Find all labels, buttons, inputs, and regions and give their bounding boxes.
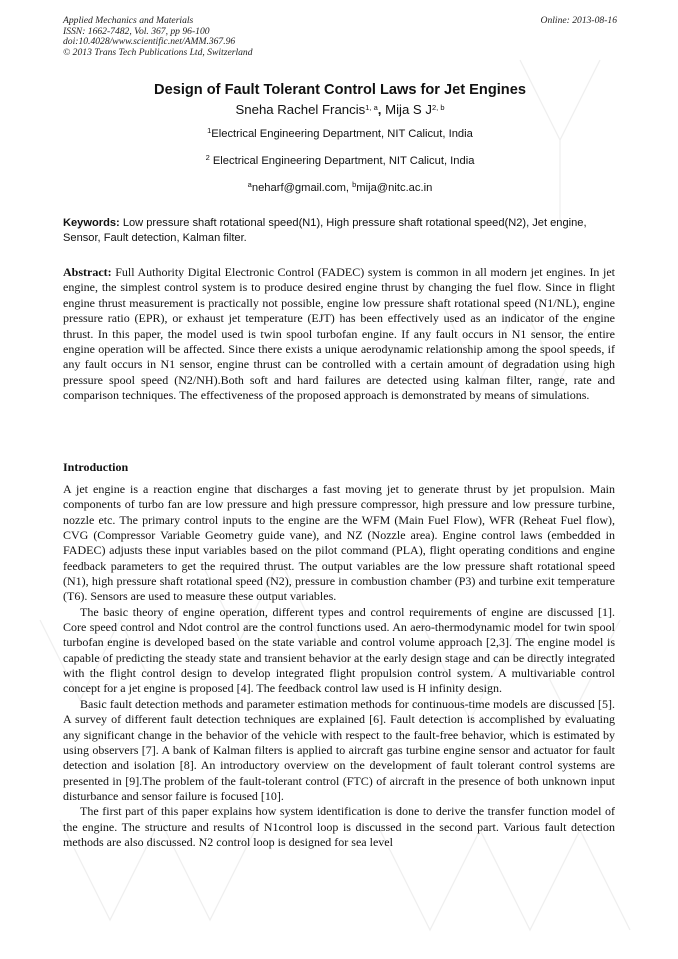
affiliation-1-superscript: 1 xyxy=(207,125,212,135)
intro-paragraph-2: The basic theory of engine operation, different types and control requirements of engine are discussed [1]. Core speed control and Ndot control are the control functions used. An aero-thermodynamic model for twin spool turbofan engine is developed based on the state variable and control volume approach [2,3]. The engine model is capable of predicting the steady state and transient behavior at the early design stage and can be directly integrated with the flight control design to develop integrated flight propulsion control system. A multivariable control concept for a jet engine is proposed [4]. The feedback control law used is H infinity design. xyxy=(63,604,615,696)
abstract-text: Full Authority Digital Electronic Control (FADEC) system is common in all modern jet engines. In jet engine, the simplest control system is to produce desired engine thrust by changing the fuel flow. Since in flight engine thrust measurement is practically not possible, engine low pressure shaft rotational speed (N1/NL), engine pressure ratio (EPR), or exhaust jet temperature (EJT) has been effectively used as an indicator of the engine thrust. In this paper, the model used is twin spool turbofan engine. If any fault occurs in N1 sensor, the entire engine operation will be affected. Since there exists a unique aerodynamic relationship among the spool speeds, if any fault occurs in N1 sensor, engine thrust can be controlled with a certain amount of degradation using high pressure spool speed (N2/NH).Both soft and hard failures are detected using kalman filter, range, rate and comparison techniques. The effectiveness of the proposed approach is demonstrated by means of simulations. xyxy=(63,265,616,403)
affiliation-1-text: Electrical Engineering Department, NIT Calicut, India xyxy=(211,128,473,140)
journal-header xyxy=(63,16,617,58)
introduction-heading: Introduction xyxy=(63,460,129,474)
intro-paragraph-4: The first part of this paper explains how system identification is done to derive the transfer function model of the engine. The structure and results of N1control loop is discussed in the second part. Various fault detection methods are also discussed. N2 control loop is designed for sea level xyxy=(63,804,615,849)
author-separator: , xyxy=(377,102,382,117)
online-date: Online: 2013-08-16 xyxy=(540,15,617,26)
title-block xyxy=(60,81,620,195)
affiliation-2-superscript: 2 xyxy=(205,152,210,162)
author-1: Sneha Rachel Francis xyxy=(235,102,366,117)
author-2-superscript: 2, b xyxy=(432,102,445,112)
abstract-section xyxy=(63,265,615,404)
affiliation-2-text: Electrical Engineering Department, NIT Calicut, India xyxy=(212,155,475,167)
journal-issn: ISSN: 1662-7482, Vol. 367, pp 96-100 xyxy=(63,25,210,37)
email-line xyxy=(60,181,620,195)
abstract-label: Abstract: xyxy=(63,265,112,279)
journal-info xyxy=(63,16,617,58)
journal-doi: doi:10.4028/www.scientific.net/AMM.367.96 xyxy=(63,36,236,48)
email-2: mija@nitc.ac.in xyxy=(356,182,433,194)
journal-name: Applied Mechanics and Materials xyxy=(63,15,194,26)
keywords-label: Keywords: xyxy=(63,217,120,229)
author-2: Mija S J xyxy=(385,102,432,117)
keywords-text: Low pressure shaft rotational speed(N1), High pressure shaft rotational speed(N2), Jet engine, Sensor, Fault detection, Kalman filter. xyxy=(63,217,587,244)
keywords-section xyxy=(63,216,615,246)
email-1: neharf@gmail.com, xyxy=(251,182,353,194)
intro-paragraph-1: A jet engine is a reaction engine that discharges a fast moving jet to generate thrust by jet propulsion. Main components of turbo fan are low pressure and high pressure compressor, high pressure and low pressure turbine, nozzle etc. The primary control inputs to the engine are the WFM (Main Fuel Flow), WFR (Reheat Fuel flow), CVG (Compressor Variable Geometry guide vane), and NZ (Nozzle area). Engine control laws (embedded in FADEC) adjusts these input variables based on the pilot command (PLA), flight operating conditions and engine feedback parameters to get the required thrust. The output variables are the low pressure shaft rotational speed (N1), high pressure shaft rotational speed (N2), pressure in combustion chamber (P3) and turbine exit temperature (T6). Sensors are used to measure these output variables. xyxy=(63,482,615,604)
affiliation-1 xyxy=(60,127,620,141)
intro-paragraph-3: Basic fault detection methods and parameter estimation methods for continuous-time models are discussed [5]. A survey of different fault detection techniques are explained [6]. Fault detection is accomplished by evaluating any significant change in the behavior of the vehicle with respect to the fault-free behavior, which is estimated by using observers [7]. A bank of Kalman filters is applied to aircraft gas turbine engine sensor and actuator for fault detection and isolation [8]. An introductory overview on the development of fault tolerant control systems are presented in [9].The problem of the fault-tolerant control (FTC) of aircraft in the presence of both unknown input disturbance and sensor failure is focused [10]. xyxy=(63,696,615,803)
email-1-superscript: a xyxy=(247,179,252,189)
journal-copyright: © 2013 Trans Tech Publications Ltd, Switzerland xyxy=(63,46,253,58)
introduction-body xyxy=(63,482,615,850)
affiliation-2 xyxy=(60,154,620,168)
paper-title: Design of Fault Tolerant Control Laws for Jet Engines xyxy=(154,82,526,98)
author-1-superscript: 1, a xyxy=(365,102,378,112)
author-line xyxy=(60,101,620,118)
email-2-superscript: b xyxy=(352,179,357,189)
